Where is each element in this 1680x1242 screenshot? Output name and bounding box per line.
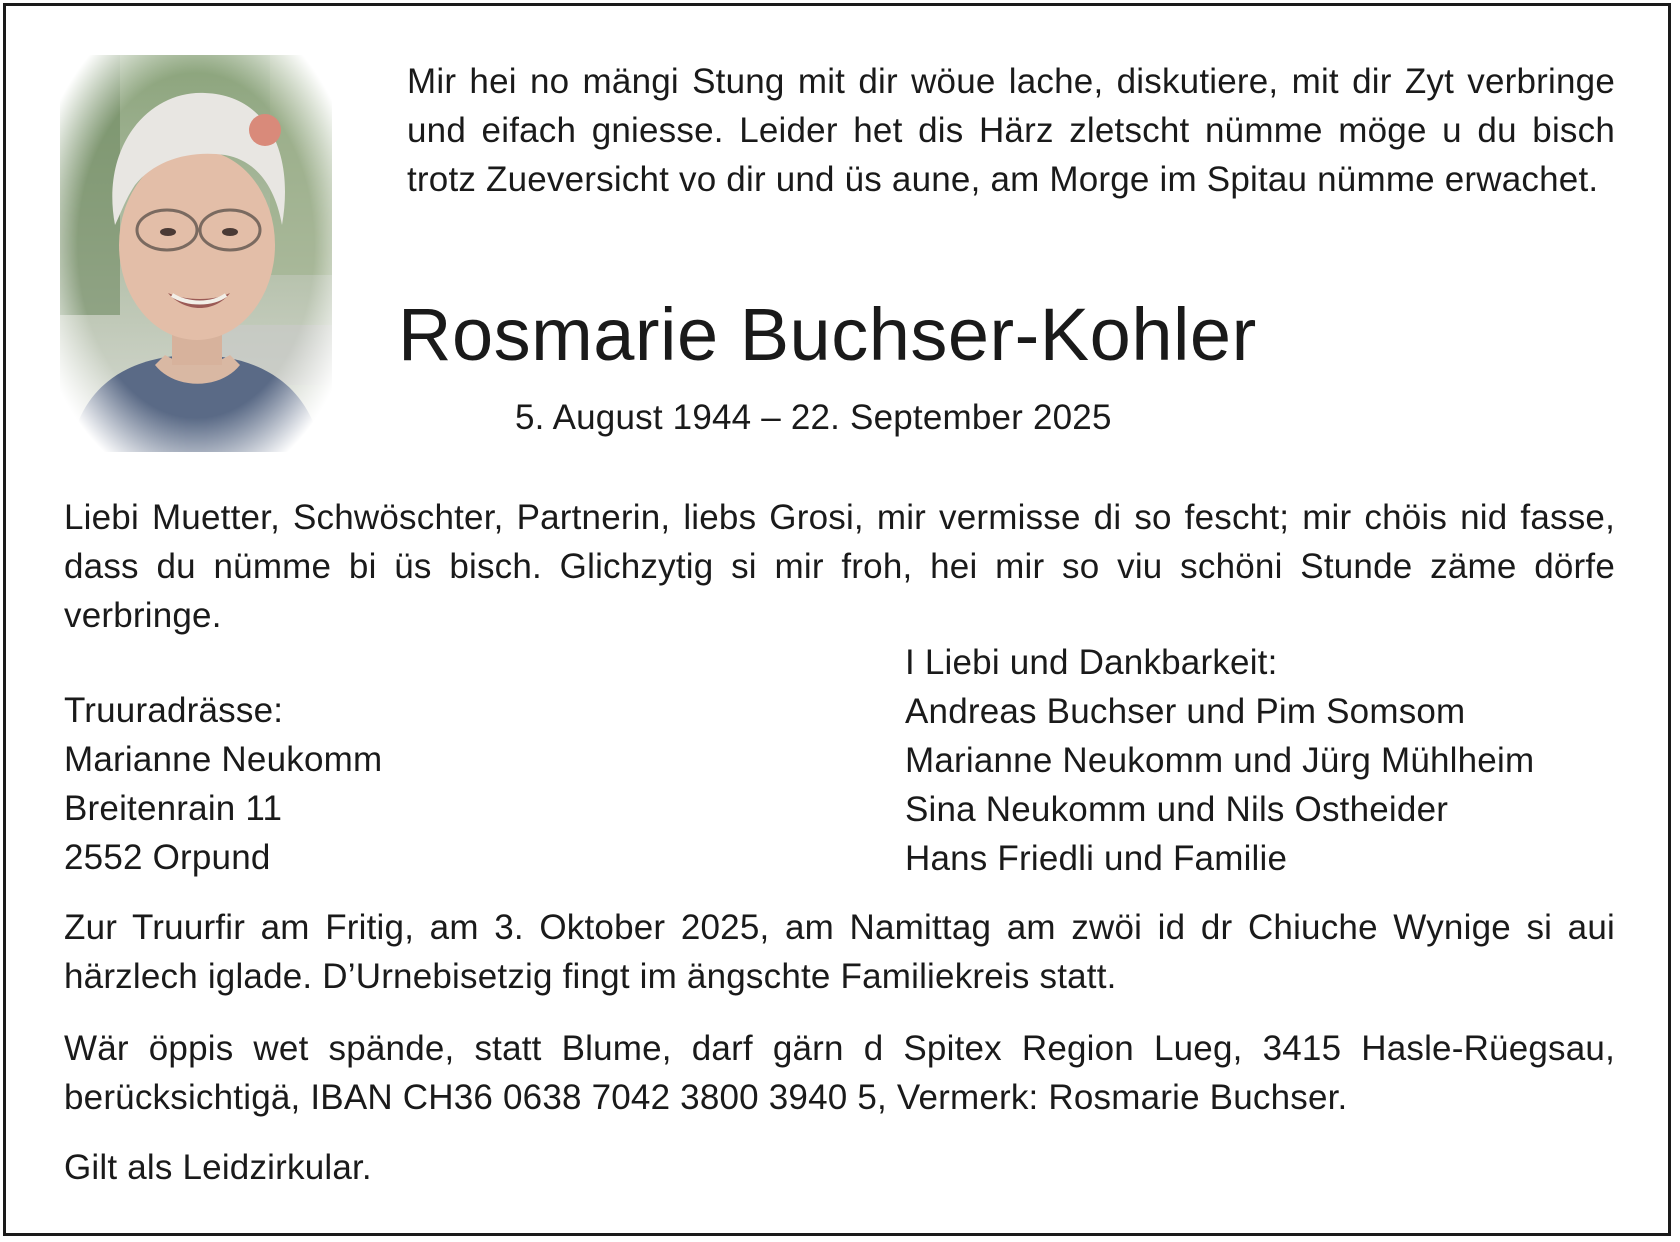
life-dates: 5. August 1944 – 22. September 2025 xyxy=(515,398,1112,437)
family-member: Marianne Neukomm und Jürg Mühlheim xyxy=(905,741,1535,780)
service-text: Zur Truurfir am Fritig, am 3. Oktober 2025, am Namittag am zwöi id dr Chiuche Wynige si aui härzlech iglade. D’Urnebisetzig fingt im ängschte Familiekreis statt. xyxy=(64,908,1615,996)
address-city: 2552 Orpund xyxy=(64,838,271,877)
family-list xyxy=(905,638,1534,883)
address-label: Truuradrässe: xyxy=(64,691,284,730)
intro-text: Mir hei no mängi Stung mit dir wöue lache, diskutiere, mit dir Zyt verbringe und eifach gniesse. Leider het dis Härz zletscht nümme möge u du bisch trotz Zueversicht vo dir und üs aune, am Morge im Spitau nümme erwachet. xyxy=(407,62,1615,199)
circular-text: Gilt als Leidzirkular. xyxy=(64,1148,372,1187)
donation-text: Wär öppis wet spände, statt Blume, darf gärn d Spitex Region Lueg, 3415 Hasle-Rüegsau, berücksichtigä, IBAN CH36 0638 7042 3800 3940 5, Vermerk: Rosmarie Buchser. xyxy=(64,1029,1615,1117)
portrait-photo-icon xyxy=(60,55,332,452)
address-name: Marianne Neukomm xyxy=(64,740,383,779)
tribute-text: Liebi Muetter, Schwöschter, Partnerin, liebs Grosi, mir vermisse di so fescht; mir chöis nid fasse, dass du nümme bi üs bisch. Glichzytig si mir froh, hei mir so viu schöni Stunde zäme dörfe verbringe. xyxy=(64,498,1615,635)
deceased-name: Rosmarie Buchser-Kohler xyxy=(398,293,1257,376)
address-street: Breitenrain 11 xyxy=(64,789,283,828)
family-member: Andreas Buchser und Pim Somsom xyxy=(905,692,1466,731)
mourning-address xyxy=(64,686,382,882)
family-member: Hans Friedli und Familie xyxy=(905,839,1288,878)
family-heading: I Liebi und Dankbarkeit: xyxy=(905,643,1278,682)
family-member: Sina Neukomm und Nils Ostheider xyxy=(905,790,1449,829)
